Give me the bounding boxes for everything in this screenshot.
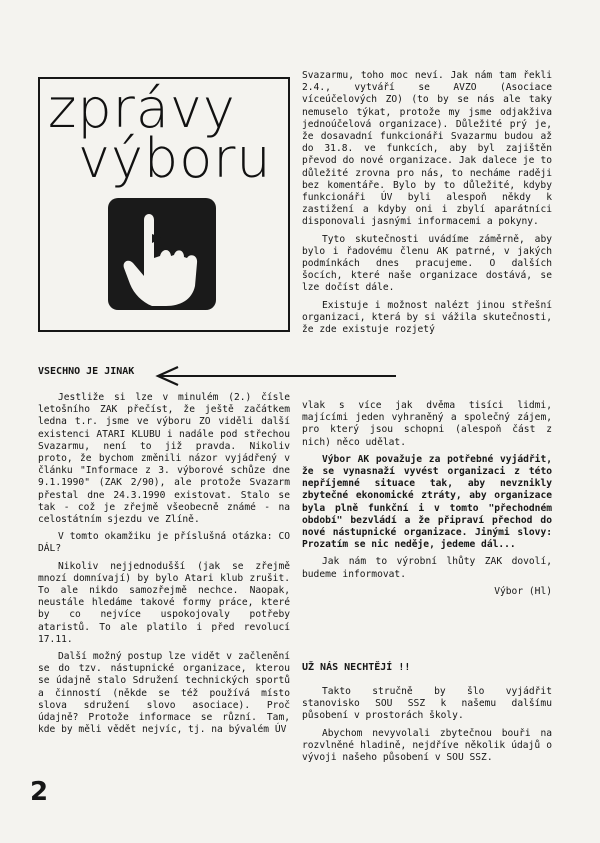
- paragraph: Další možný postup lze vidět v začlenění se do tzv. nástupnické organizace, kterou se údajně stalo Sdružení technických sportů a činností (někde se též používá místo slova sdružení slovo asociace). Proč údajně? Protože informace se různí. Tam, kde by měli vědět nejvíc, tj. na bývalém ÚV: [38, 651, 290, 736]
- paragraph: vlak s více jak dvěma tisíci lidmi, majícími jeden vyhraněný a společný zájem, pro který jsou schopni (alespoň část z nich) něco udělat.: [302, 400, 552, 448]
- page-number: 2: [30, 777, 49, 807]
- section1-heading: VSECHNO JE JINAK: [38, 366, 135, 377]
- section1-right-column: [302, 400, 552, 603]
- paragraph: V tomto okamžiku je příslušná otázka: CO DÁL?: [38, 531, 290, 555]
- section1-top-right-column: [302, 70, 552, 341]
- signature: Výbor (Hl): [494, 585, 552, 597]
- paragraph: Jak nám to výrobní lhůty ZAK dovolí, budeme informovat.: [302, 556, 552, 580]
- masthead-title-line1: zprávy: [48, 77, 236, 140]
- paragraph: Existuje i možnost nalézt jinou střešní organizaci, která by si vážila skutečnosti, že zde existuje rozjetý: [302, 299, 552, 336]
- paragraph: Svazarmu, toho moc neví. Jak nám tam řekli 2.4., vytváří se AVZO (Asociace víceúčelových ZO) (to by se nás ale taky nemuselo týkat, protože my jsme odjakživa jednoúčelová organizace). Důležité prý je, že dosavadní funkcionáři Svazarmu budou až do 31.8. ve funkcích, aby byl zajištěn převod do nové organizace. Jak dalece je to důležité zrovna pro nás, to necháme raději bez komentáře. Bylo by to důležité, kdyby funkcionáři ÚV byli alespoň někdy k zastižení a kdyby oni i zbylí aparátníci disponovali jasnými informacemi a pokyny.: [302, 70, 552, 228]
- paragraph: Tyto skutečnosti uvádíme záměrně, aby bylo i řadovému členu AK patrné, v jakých podmínkách dnes pracujeme. O dalších šocích, které naše organizace dostává, se lze dočíst dále.: [302, 233, 552, 294]
- paragraph: Takto stručně by šlo vyjádřit stanovisko SOU SSZ k našemu dalšímu působení v prostorách školy.: [302, 686, 552, 722]
- paragraph: Abychom nevyvolali zbytečnou bouři na rozvlněné hladině, nejdříve několik údajů o vývoji našeho působení v SOU SSZ.: [302, 727, 552, 764]
- masthead-title-line2: výboru: [78, 127, 272, 190]
- section1-left-column: [38, 392, 290, 741]
- section2-heading: UŽ NÁS NECHTĚJÍ !!: [302, 662, 411, 673]
- arrow-left-icon: [152, 366, 398, 386]
- pointing-hand-icon: [108, 198, 216, 310]
- bold-paragraph: Výbor AK považuje za potřebné vyjádřit, že se vynasnaží vyvést organizaci z této nepříjemné situace tak, aby nevznikly zbytečné ekonomické ztráty, aby organizace byla plně funkční i v tomto "přechodném období" bezvládí a že připraví přechod do nové nástupnické organizace. Jinými slovy: Prozatím se nic neděje, jedeme dál...: [302, 453, 552, 551]
- paragraph: Jestliže si lze v minulém (2.) čísle letošního ZAK přečíst, že ještě začátkem ledna t.r. jsme ve výboru ZO viděli další existenci ATARI KLUBU i nadále pod střechou Svazarmu, není to již pravda. Nikoliv proto, že bychom změnili názor vyjádřený v článku "Informace z 3. výborové schůze dne 9.1.1990" (ZAK 2/90), ale protože Svazarm přestal dne 24.3.1990 existovat. Stalo se tak - což je zřejmě všeobecně známé - na celostátním sjezdu ve Zlíně.: [38, 392, 290, 526]
- paragraph: Nikoliv nejjednodušší (jak se zřejmě mnozí domnívají) by bylo Atari klub zrušit. To ale nikdo samozřejmě nechce. Naopak, neustále hledáme takové formy práce, které by co nejvíce uspokojovaly potřeby ataristů. To ale platilo i před revolucí 17.11.: [38, 560, 290, 645]
- section2-column: [302, 686, 552, 769]
